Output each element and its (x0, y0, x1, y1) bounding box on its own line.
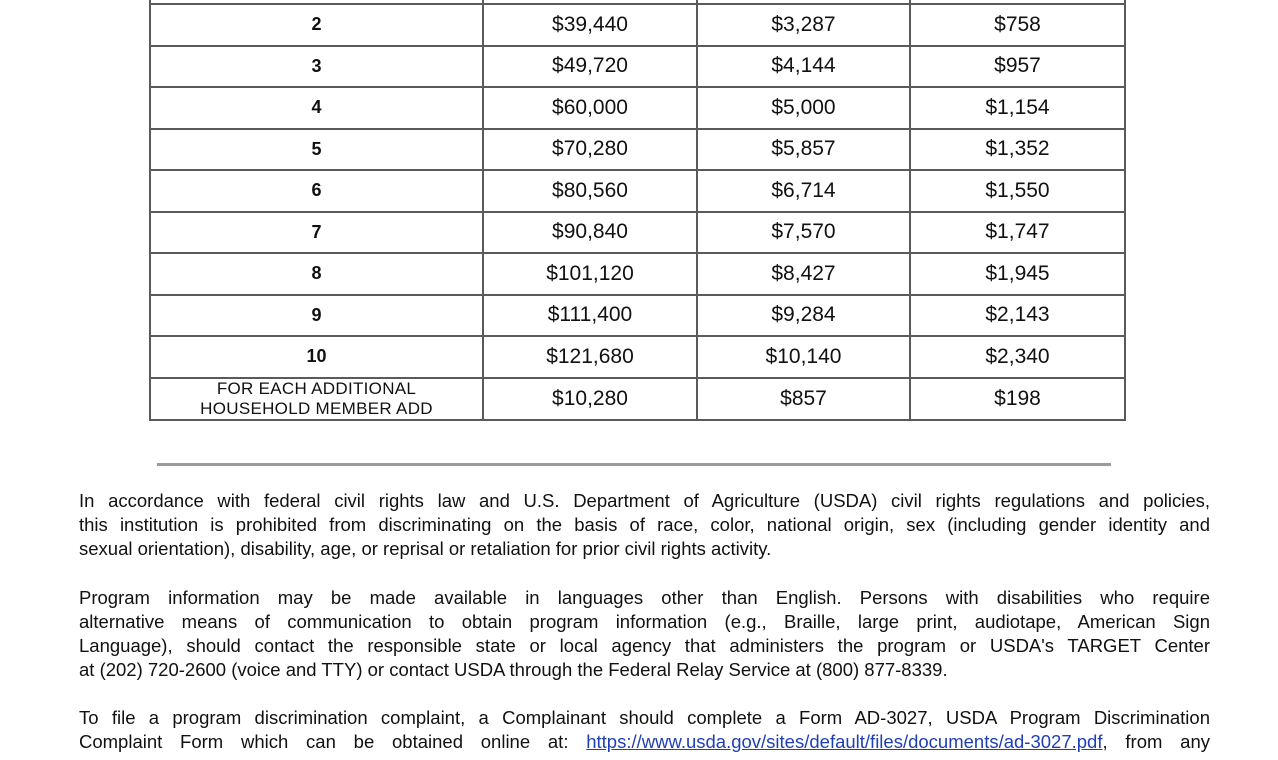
weekly-income-cell: $2,143 (910, 295, 1125, 337)
monthly-income-cell: $8,427 (697, 253, 910, 295)
weekly-income-cell: $1,154 (910, 87, 1125, 129)
household-size-cell: 10 (150, 336, 483, 378)
additional-annual-cell: $10,280 (483, 378, 697, 420)
weekly-income-cell: $957 (910, 46, 1125, 88)
link-suffix-text: , from any (1102, 731, 1210, 752)
table-row (150, 253, 1125, 295)
household-size-cell: 4 (150, 87, 483, 129)
paragraph-line: Program information may be made available in languages other than English. Persons with disabilities who require (79, 587, 1210, 608)
table-row (150, 46, 1125, 88)
paragraph-line: In accordance with federal civil rights law and U.S. Department of Agriculture (USDA) civil rights regulations and policies, (79, 490, 1210, 511)
paragraph-line-with-link (79, 730, 1210, 754)
weekly-income-cell: $1,747 (910, 212, 1125, 254)
additional-monthly-cell: $857 (697, 378, 910, 420)
annual-income-cell: $121,680 (483, 336, 697, 378)
weekly-income-cell: $1,352 (910, 129, 1125, 171)
table-row (150, 212, 1125, 254)
household-size-cell: 9 (150, 295, 483, 337)
table-row (150, 129, 1125, 171)
table-row (150, 4, 1125, 46)
household-size-cell: 2 (150, 4, 483, 46)
table-row (150, 336, 1125, 378)
link-prefix-text: Complaint Form which can be obtained online at: (79, 731, 587, 752)
paragraph-line: To file a program discrimination complaint, a Complainant should complete a Form AD-3027, USDA Program Discrimination (79, 707, 1210, 728)
weekly-income-cell: $1,945 (910, 253, 1125, 295)
household-size-cell: 8 (150, 253, 483, 295)
table-row (150, 295, 1125, 337)
monthly-income-cell: $3,287 (697, 4, 910, 46)
household-size-cell: 5 (150, 129, 483, 171)
monthly-income-cell: $10,140 (697, 336, 910, 378)
complaint-paragraph (79, 706, 1210, 754)
additional-label-line1: FOR EACH ADDITIONAL (216, 378, 417, 398)
additional-label-line2: HOUSEHOLD MEMBER ADD (200, 398, 433, 418)
additional-member-label (150, 378, 483, 420)
weekly-income-cell: $2,340 (910, 336, 1125, 378)
household-size-cell: 3 (150, 46, 483, 88)
weekly-income-cell: $758 (910, 4, 1125, 46)
monthly-income-cell: $5,000 (697, 87, 910, 129)
annual-income-cell: $60,000 (483, 87, 697, 129)
ad-3027-form-link[interactable]: https://www.usda.gov/sites/default/files/documents/ad-3027.pdf (586, 731, 1103, 752)
program-information-paragraph (79, 586, 1210, 682)
table-row (150, 170, 1125, 212)
monthly-income-cell: $5,857 (697, 129, 910, 171)
paragraph-line: at (202) 720-2600 (voice and TTY) or contact USDA through the Federal Relay Service at (800) 877-8339. (79, 659, 948, 680)
income-eligibility-table (149, 0, 1126, 421)
annual-income-cell: $39,440 (483, 4, 697, 46)
household-size-cell: 6 (150, 170, 483, 212)
additional-weekly-cell: $198 (910, 378, 1125, 420)
civil-rights-paragraph (79, 489, 1210, 561)
annual-income-cell: $80,560 (483, 170, 697, 212)
paragraph-line: sexual orientation), disability, age, or reprisal or retaliation for prior civil rights activity. (79, 538, 772, 559)
monthly-income-cell: $6,714 (697, 170, 910, 212)
household-size-cell: 7 (150, 212, 483, 254)
paragraph-line: alternative means of communication to obtain program information (e.g., Braille, large print, audiotape, American Sign (79, 611, 1210, 632)
monthly-income-cell: $9,284 (697, 295, 910, 337)
monthly-income-cell: $7,570 (697, 212, 910, 254)
paragraph-line: this institution is prohibited from discriminating on the basis of race, color, national origin, sex (including gender identity and (79, 514, 1210, 535)
annual-income-cell: $49,720 (483, 46, 697, 88)
annual-income-cell: $70,280 (483, 129, 697, 171)
monthly-income-cell: $4,144 (697, 46, 910, 88)
annual-income-cell: $111,400 (483, 295, 697, 337)
weekly-income-cell: $1,550 (910, 170, 1125, 212)
section-divider (157, 463, 1111, 466)
annual-income-cell: $101,120 (483, 253, 697, 295)
table-row-additional-member (150, 378, 1125, 420)
annual-income-cell: $90,840 (483, 212, 697, 254)
paragraph-line: Language), should contact the responsible state or local agency that administers the program or USDA's TARGET Center (79, 635, 1210, 656)
table-row (150, 87, 1125, 129)
